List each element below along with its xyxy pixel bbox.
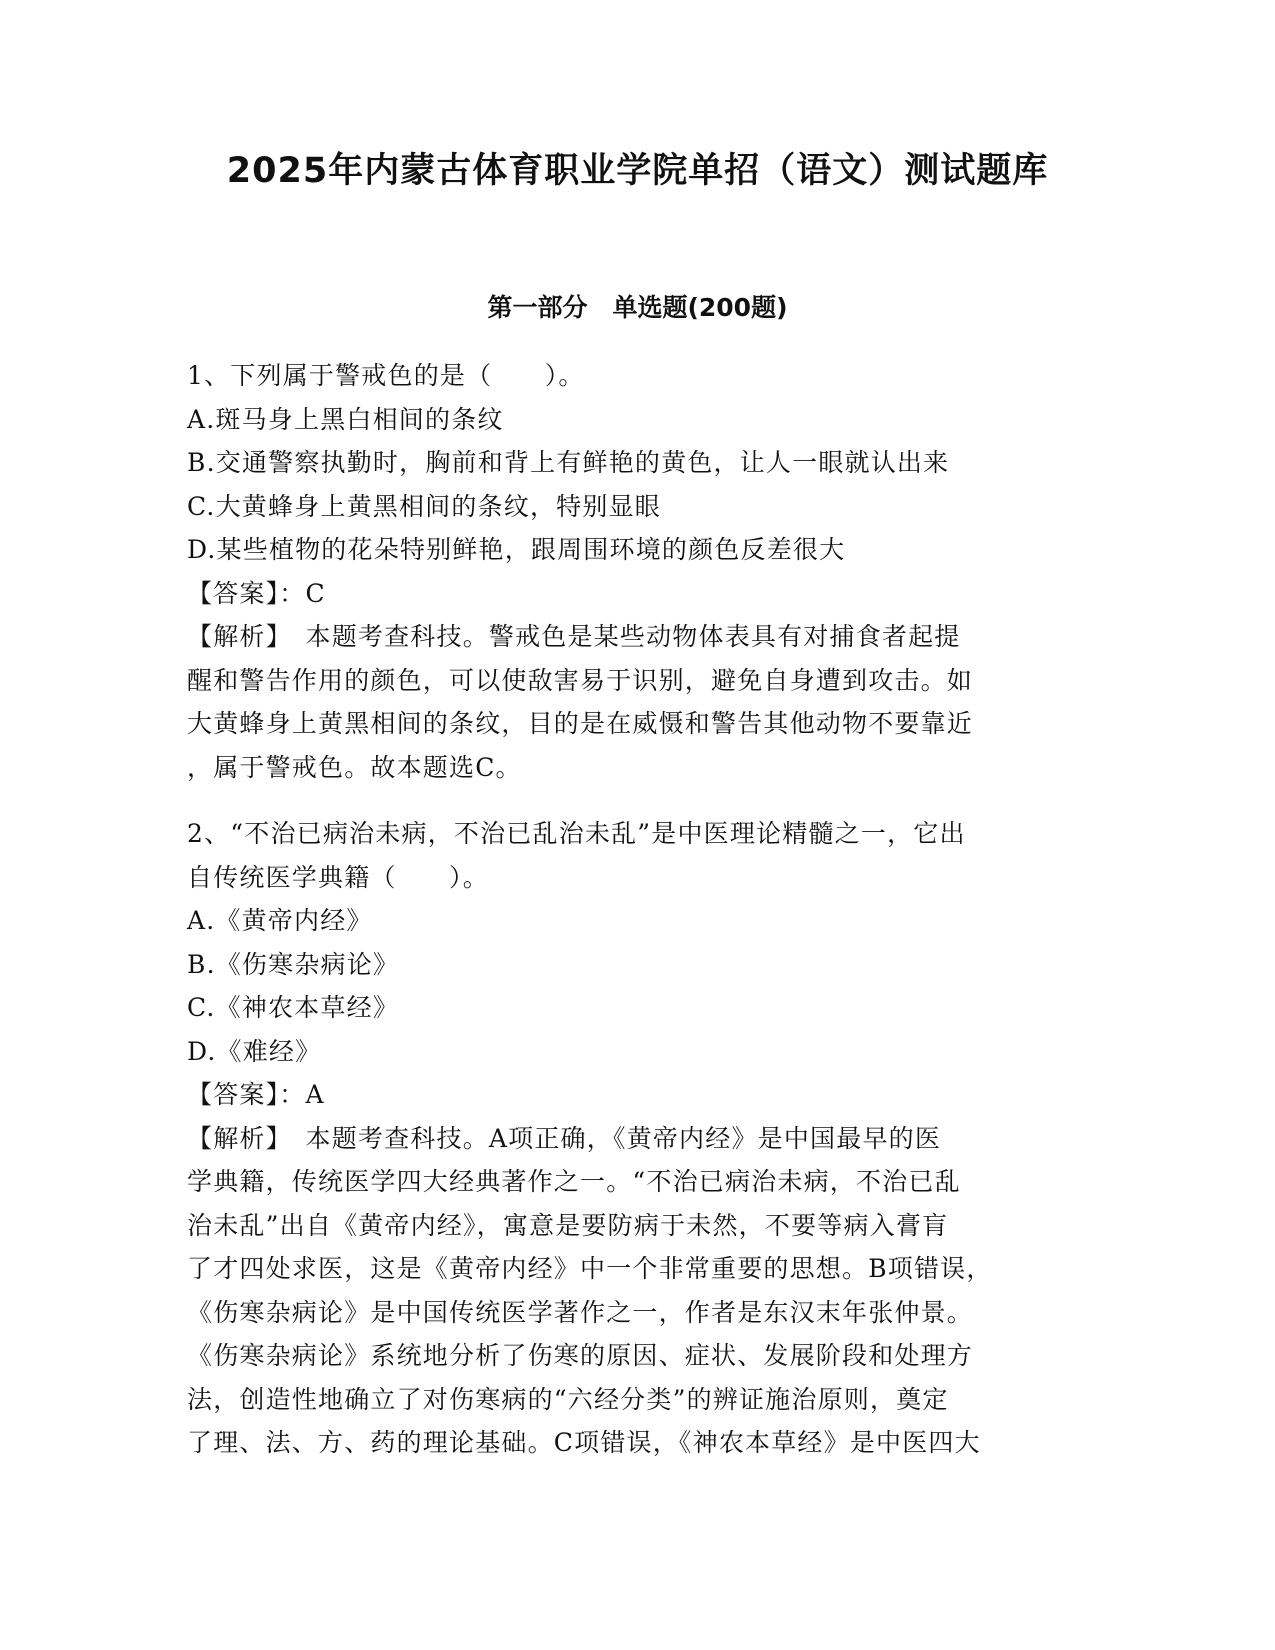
question-stem-line: 2、“不治已病治未病，不治已乱治未乱”是中医理论精髓之一，它出 <box>187 819 966 848</box>
option-a: A.《黄帝内经》 <box>187 906 373 935</box>
question-stem-line: 自传统医学典籍（ ）。 <box>187 862 489 892</box>
questions-content <box>187 354 1082 1465</box>
analysis-line: 《伤寒杂病论》是中国传统医学著作之一，作者是东汉末年张仲景。 <box>187 1297 974 1327</box>
analysis-line: 学典籍，传统医学四大经典著作之一。“不治已病治未病，不治已乱 <box>187 1167 961 1196</box>
analysis-line: 治未乱”出自《黄帝内经》，寓意是要防病于未然，不要等病入膏肓 <box>187 1210 949 1240</box>
question-2 <box>187 812 1082 1465</box>
analysis-line: 《伤寒杂病论》系统地分析了伤寒的原因、症状、发展阶段和处理方 <box>187 1341 974 1370</box>
section-title: 第一部分 单选题(200题) <box>487 293 788 322</box>
analysis-line: 醒和警告作用的颜色，可以使敌害易于识别，避免自身遭到攻击。如 <box>187 665 974 695</box>
analysis-line: 【解析】 本题考查科技。警戒色是某些动物体表具有对捕食者起提 <box>187 622 961 651</box>
question-spacer <box>187 789 1082 812</box>
analysis-line: 【解析】 本题考查科技。A项正确，《黄帝内经》是中国最早的医 <box>187 1123 942 1153</box>
option-a: A.斑马身上黑白相间的条纹 <box>187 404 504 434</box>
question-1 <box>187 354 1082 789</box>
analysis-line: ，属于警戒色。故本题选C。 <box>187 752 522 782</box>
analysis-line: 了才四处求医，这是《黄帝内经》中一个非常重要的思想。B项错误， <box>187 1254 993 1283</box>
option-d: D.《难经》 <box>187 1036 322 1066</box>
option-b: B.交通警察执勤时，胸前和背上有鲜艳的黄色，让人一眼就认出来 <box>187 448 950 477</box>
answer-line: 【答案】：C <box>187 578 326 608</box>
option-b: B.《伤寒杂病论》 <box>187 949 400 979</box>
analysis-line: 大黄蜂身上黄黑相间的条纹，目的是在威慑和警告其他动物不要靠近 <box>187 709 974 738</box>
answer-line: 【答案】：A <box>187 1080 325 1109</box>
option-c: C.大黄蜂身上黄黑相间的条纹，特别显眼 <box>187 491 661 521</box>
analysis-line: 了理、法、方、药的理论基础。C项错误，《神农本草经》是中医四大 <box>187 1428 981 1457</box>
analysis-line: 法，创造性地确立了对伤寒病的“六经分类”的辨证施治原则，奠定 <box>187 1384 949 1414</box>
option-d: D.某些植物的花朵特别鲜艳，跟周围环境的颜色反差很大 <box>187 535 846 564</box>
document-title: 2025年内蒙古体育职业学院单招（语文）测试题库 <box>226 151 1049 191</box>
question-stem-line: 1、下列属于警戒色的是（ ）。 <box>187 361 585 390</box>
option-c: C.《神农本草经》 <box>187 993 399 1022</box>
